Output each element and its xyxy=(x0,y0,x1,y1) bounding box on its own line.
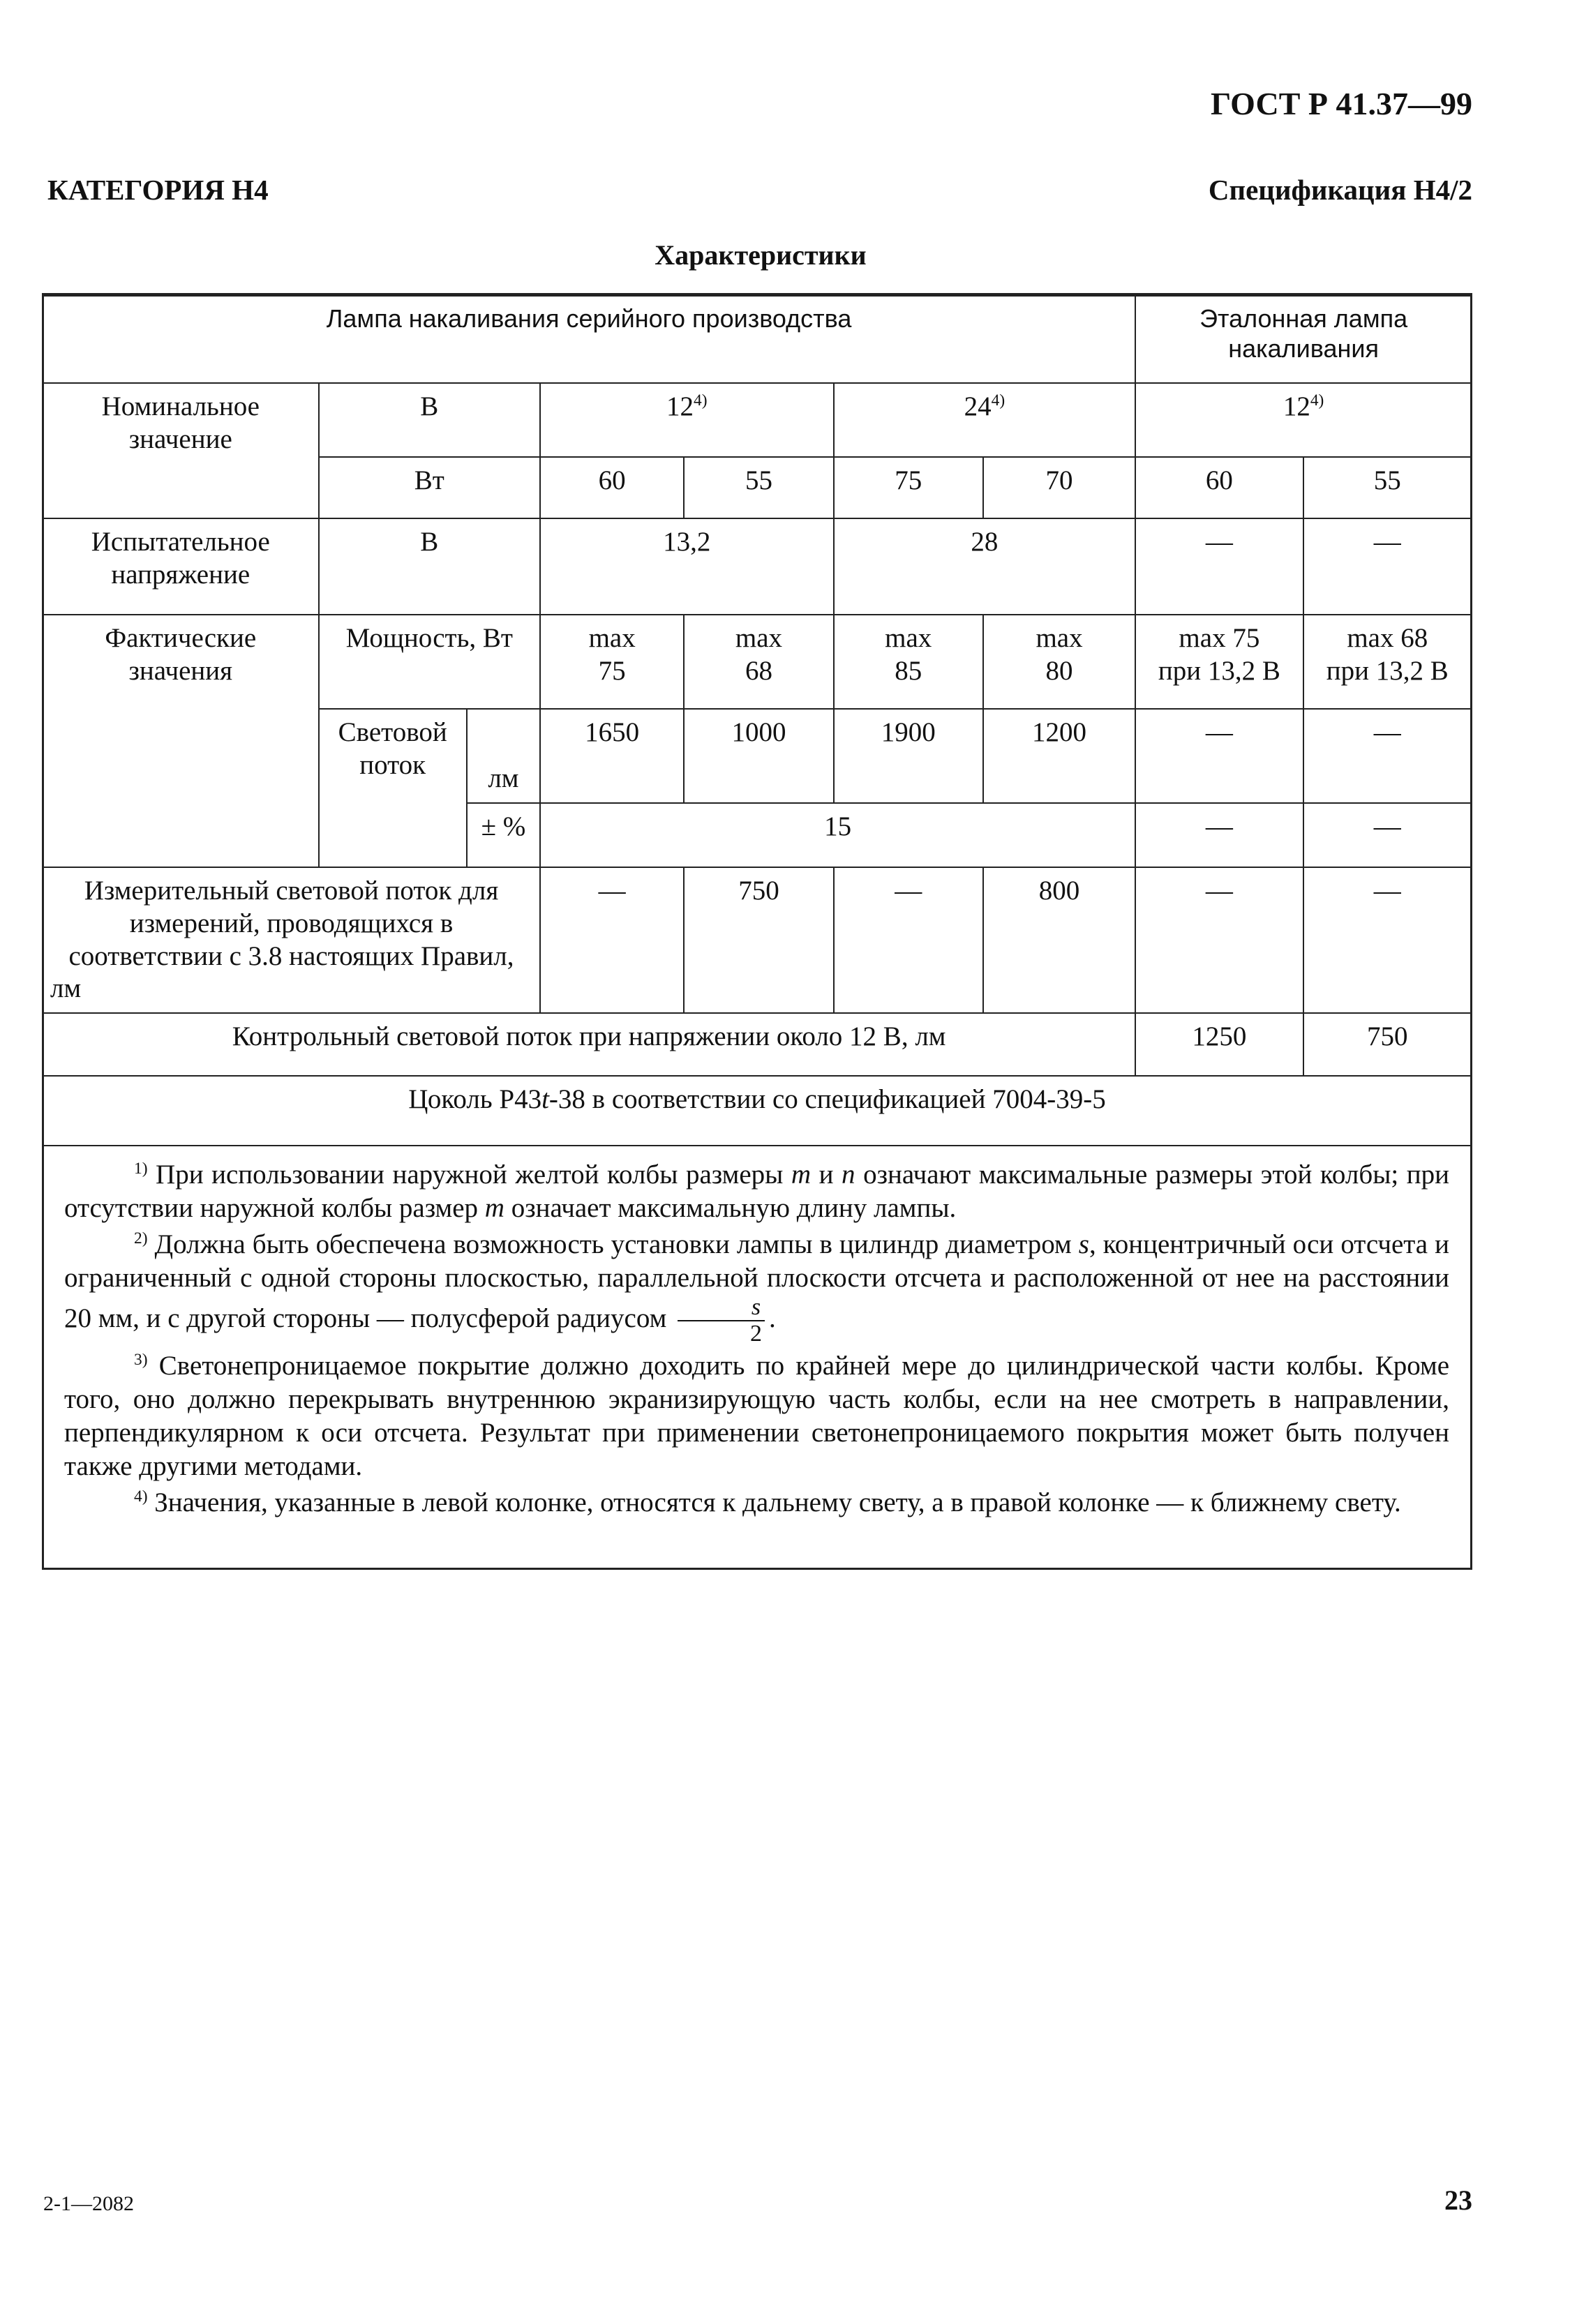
flux-value: 1650 xyxy=(540,709,684,803)
nominal-power-value: 55 xyxy=(1303,457,1472,518)
measuring-flux-value: — xyxy=(1135,867,1303,1013)
control-flux-value: 750 xyxy=(1303,1013,1472,1076)
power-value-standard: max 68 при 13,2 В xyxy=(1303,615,1472,709)
power-value: max 68 xyxy=(684,615,833,709)
cap-specification: Цоколь P43t-38 в соответствии со спецификацией 7004-39-5 xyxy=(43,1076,1472,1146)
test-voltage-value: 13,2 xyxy=(540,518,834,615)
nominal-voltage-12: 12$^{4)}$ xyxy=(540,383,834,457)
footnote-1: $^{1)}$ При использовании наружной желтой колбы размеры m и n означают максимальные размеры этой колбы; при отсутствии наружной колбы размер m означает максимальную длину лампы. xyxy=(64,1160,1450,1223)
nominal-label: Номинальное значение xyxy=(43,383,319,518)
page-number: 23 xyxy=(1444,2184,1472,2216)
footnote-3: $^{3)}$ Светонепроницаемое покрытие должно доходить по крайней мере до цилиндрической части колбы. Кроме того, оно должно перекрывать внутреннюю экранизирующую часть колбы, если на нее смотреть в направлении, перпендикулярном к оси отсчета. Результат при применении светонепроницаемого покрытия может быть получен также другими методами. xyxy=(64,1351,1450,1481)
test-voltage-unit: В xyxy=(319,518,540,615)
measuring-flux-label: Измерительный световой поток для измерений, проводящихся в соответствии с 3.8 настоящих Правил, лм xyxy=(43,867,540,1013)
flux-value: 1200 xyxy=(983,709,1135,803)
nominal-power-value: 75 xyxy=(834,457,983,518)
measuring-flux-value: — xyxy=(540,867,684,1013)
specification-title: Спецификация H4/2 xyxy=(1208,174,1472,206)
nominal-voltage-standard: 12$^{4)}$ xyxy=(1135,383,1472,457)
measuring-flux-value: 750 xyxy=(684,867,833,1013)
nominal-power-value: 55 xyxy=(684,457,833,518)
measuring-flux-value: — xyxy=(1303,867,1472,1013)
luminous-flux-label: Световой поток xyxy=(319,709,467,867)
test-voltage-label: Испытательное напряжение xyxy=(43,518,319,615)
actual-values-label: Фактические значения xyxy=(43,615,319,867)
tolerance-value: — xyxy=(1135,803,1303,867)
flux-value: 1000 xyxy=(684,709,833,803)
power-value: max 85 xyxy=(834,615,983,709)
measuring-flux-value: — xyxy=(834,867,983,1013)
nominal-voltage-24: 24$^{4)}$ xyxy=(834,383,1136,457)
flux-unit: лм xyxy=(467,709,540,803)
characteristics-table xyxy=(42,295,1472,1146)
test-voltage-value: — xyxy=(1135,518,1303,615)
nominal-power-unit: Вт xyxy=(319,457,540,518)
nominal-voltage-unit: В xyxy=(319,383,540,457)
power-value: max 80 xyxy=(983,615,1135,709)
category-title: КАТЕГОРИЯ H4 xyxy=(47,174,269,206)
standard-lamp-header: Эталонная лампа накаливания xyxy=(1135,296,1472,383)
control-flux-value: 1250 xyxy=(1135,1013,1303,1076)
footnotes xyxy=(64,1158,1449,1522)
test-voltage-value: — xyxy=(1303,518,1472,615)
footnote-2: $^{2)}$ Должна быть обеспечена возможность установки лампы в цилиндр диаметром s, концентричный оси отсчета и ограниченный с одной стороны плоскостью, параллельной плоскости отсчета и расположенной от нее на расстоянии 20 мм, и с другой стороны — полусферой радиусом $\frac{s}{2}$ . xyxy=(64,1229,1450,1347)
standard-number: ГОСТ Р 41.37—99 xyxy=(1211,86,1472,121)
flux-value: 1900 xyxy=(834,709,983,803)
nominal-power-value: 60 xyxy=(1135,457,1303,518)
tolerance-value: 15 xyxy=(540,803,1135,867)
fraction-s-over-2: $\frac{s}{2}$ xyxy=(678,1295,765,1347)
tolerance-value: — xyxy=(1303,803,1472,867)
power-value: max 75 xyxy=(540,615,684,709)
control-flux-label: Контрольный световой поток при напряжении около 12 В, лм xyxy=(43,1013,1135,1076)
tolerance-label: ± % xyxy=(467,803,540,867)
nominal-power-value: 60 xyxy=(540,457,684,518)
power-value-standard: max 75 при 13,2 В xyxy=(1135,615,1303,709)
flux-value: — xyxy=(1303,709,1472,803)
print-code: 2-1—2082 xyxy=(43,2192,134,2215)
nominal-power-value: 70 xyxy=(983,457,1135,518)
serial-lamp-header: Лампа накаливания серийного производства xyxy=(43,296,1135,383)
test-voltage-value: 28 xyxy=(834,518,1136,615)
table-caption: Характеристики xyxy=(655,239,867,271)
power-label: Мощность, Вт xyxy=(319,615,540,709)
measuring-flux-value: 800 xyxy=(983,867,1135,1013)
flux-value: — xyxy=(1135,709,1303,803)
footnote-4: $^{4)}$ Значения, указанные в левой колонке, относятся к дальнему свету, а в правой колонке — к ближнему свету. xyxy=(134,1487,1401,1517)
